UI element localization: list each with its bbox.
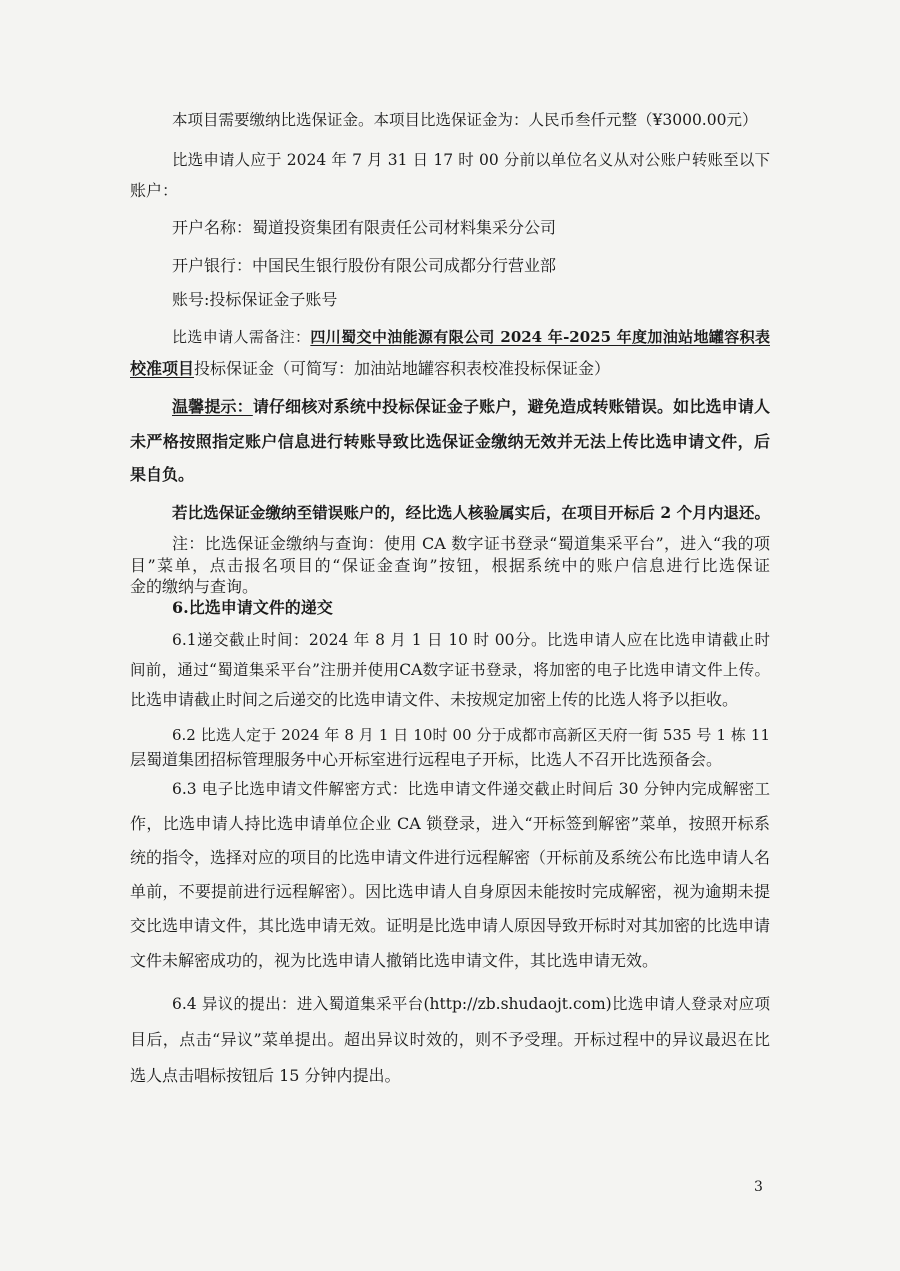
remark-line-1 bbox=[172, 327, 770, 347]
section-6-1-line-2: 间前，通过“蜀道集采平台”注册并使用CA数字证书登录，将加密的电子比选申请文件上传。 bbox=[130, 661, 770, 679]
note-line-1: 注：比选保证金缴纳与查询：使用 CA 数字证书登录“蜀道集采平台”，进入“我的项 bbox=[172, 534, 770, 553]
account-bank: 开户银行：中国民生银行股份有限公司成都分行营业部 bbox=[172, 256, 557, 275]
deposit-amount-paragraph: 本项目需要缴纳比选保证金。本项目比选保证金为：人民币叁仟元整（¥3000.00元） bbox=[172, 111, 758, 129]
section-6-3-line-1: 6.3 电子比选申请文件解密方式：比选申请文件递交截止时间后 30 分钟内完成解密工 bbox=[172, 780, 770, 798]
section-6-1-line-1: 6.1递交截止时间：2024 年 8 月 1 日 10 时 00分。比选申请人应在比选申请截止时 bbox=[172, 631, 770, 649]
section-6-title: 6.比选申请文件的递交 bbox=[172, 598, 333, 617]
remark-project-name-part-1: 四川蜀交中油能源有限公司 2024 年-2025 年度加油站地罐容积表 bbox=[310, 328, 770, 346]
warning-text-1: 请仔细核对系统中投标保证金子账户，避免造成转账错误。如比选申请人 bbox=[252, 397, 770, 416]
section-6-3-line-2: 作，比选申请人持比选申请单位企业 CA 锁登录，进入“开标签到解密”菜单，按照开标系 bbox=[130, 814, 770, 833]
section-6-3-line-3: 统的指令，选择对应的项目的比选申请文件进行远程解密（开标前及系统公布比选申请人名 bbox=[130, 848, 771, 867]
section-6-3-line-6: 文件未解密成功的，视为比选申请人撤销比选申请文件，其比选申请无效。 bbox=[130, 951, 659, 970]
deposit-deadline-line-1: 比选申请人应于 2024 年 7 月 31 日 17 时 00 分前以单位名义从对公账户转账至以下 bbox=[172, 151, 770, 169]
remark-prefix: 比选申请人需备注： bbox=[172, 328, 311, 346]
page-number: 3 bbox=[754, 1179, 763, 1195]
section-6-2-line-1: 6.2 比选人定于 2024 年 8 月 1 日 10时 00 分于成都市高新区天府一街 535 号 1 栋 11 bbox=[172, 726, 770, 744]
warning-line-1 bbox=[172, 397, 770, 417]
remark-line-2 bbox=[130, 359, 770, 379]
section-6-3-line-4: 单前，不要提前进行远程解密）。因比选申请人自身原因未能按时完成解密，视为逾期未提 bbox=[130, 882, 770, 901]
account-number: 账号:投标保证金子账号 bbox=[172, 290, 338, 309]
note-line-2: 目”菜单，点击报名项目的“保证金查询”按钮，根据系统中的账户信息进行比选保证 bbox=[130, 556, 770, 575]
remark-project-name-part-2: 校准项目 bbox=[130, 359, 195, 378]
section-6-4-line-1: 6.4 异议的提出：进入蜀道集采平台(http://zb.shudaojt.com)比选申请人登录对应项 bbox=[172, 995, 770, 1013]
section-6-4-line-3: 选人点击唱标按钮后 15 分钟内提出。 bbox=[130, 1066, 401, 1085]
note-line-3: 金的缴纳与查询。 bbox=[130, 577, 259, 596]
warning-line-2: 未严格按照指定账户信息进行转账导致比选保证金缴纳无效并无法上传比选申请文件，后 bbox=[130, 432, 770, 451]
section-6-3-line-5: 交比选申请文件，其比选申请无效。证明是比选申请人原因导致开标时对其加密的比选申请 bbox=[130, 916, 771, 935]
account-name: 开户名称：蜀道投资集团有限责任公司材料集采分公司 bbox=[172, 218, 557, 237]
warning-line-3: 果自负。 bbox=[130, 465, 195, 484]
section-6-1-line-3: 比选申请截止时间之后递交的比选申请文件、未按规定加密上传的比选人将予以拒收。 bbox=[130, 690, 739, 709]
remark-suffix: 投标保证金（可简写：加油站地罐容积表校准投标保证金） bbox=[194, 359, 611, 378]
deposit-deadline-line-2: 账户： bbox=[130, 181, 179, 200]
section-6-4-line-2: 目后，点击“异议”菜单提出。超出异议时效的，则不予受理。开标过程中的异议最迟在比 bbox=[130, 1030, 770, 1049]
refund-notice: 若比选保证金缴纳至错误账户的，经比选人核验属实后，在项目开标后 2 个月内退还。 bbox=[172, 503, 770, 522]
warning-label: 温馨提示： bbox=[172, 397, 253, 416]
section-6-2-line-2: 层蜀道集团招标管理服务中心开标室进行远程电子开标，比选人不召开比选预备会。 bbox=[130, 750, 723, 769]
